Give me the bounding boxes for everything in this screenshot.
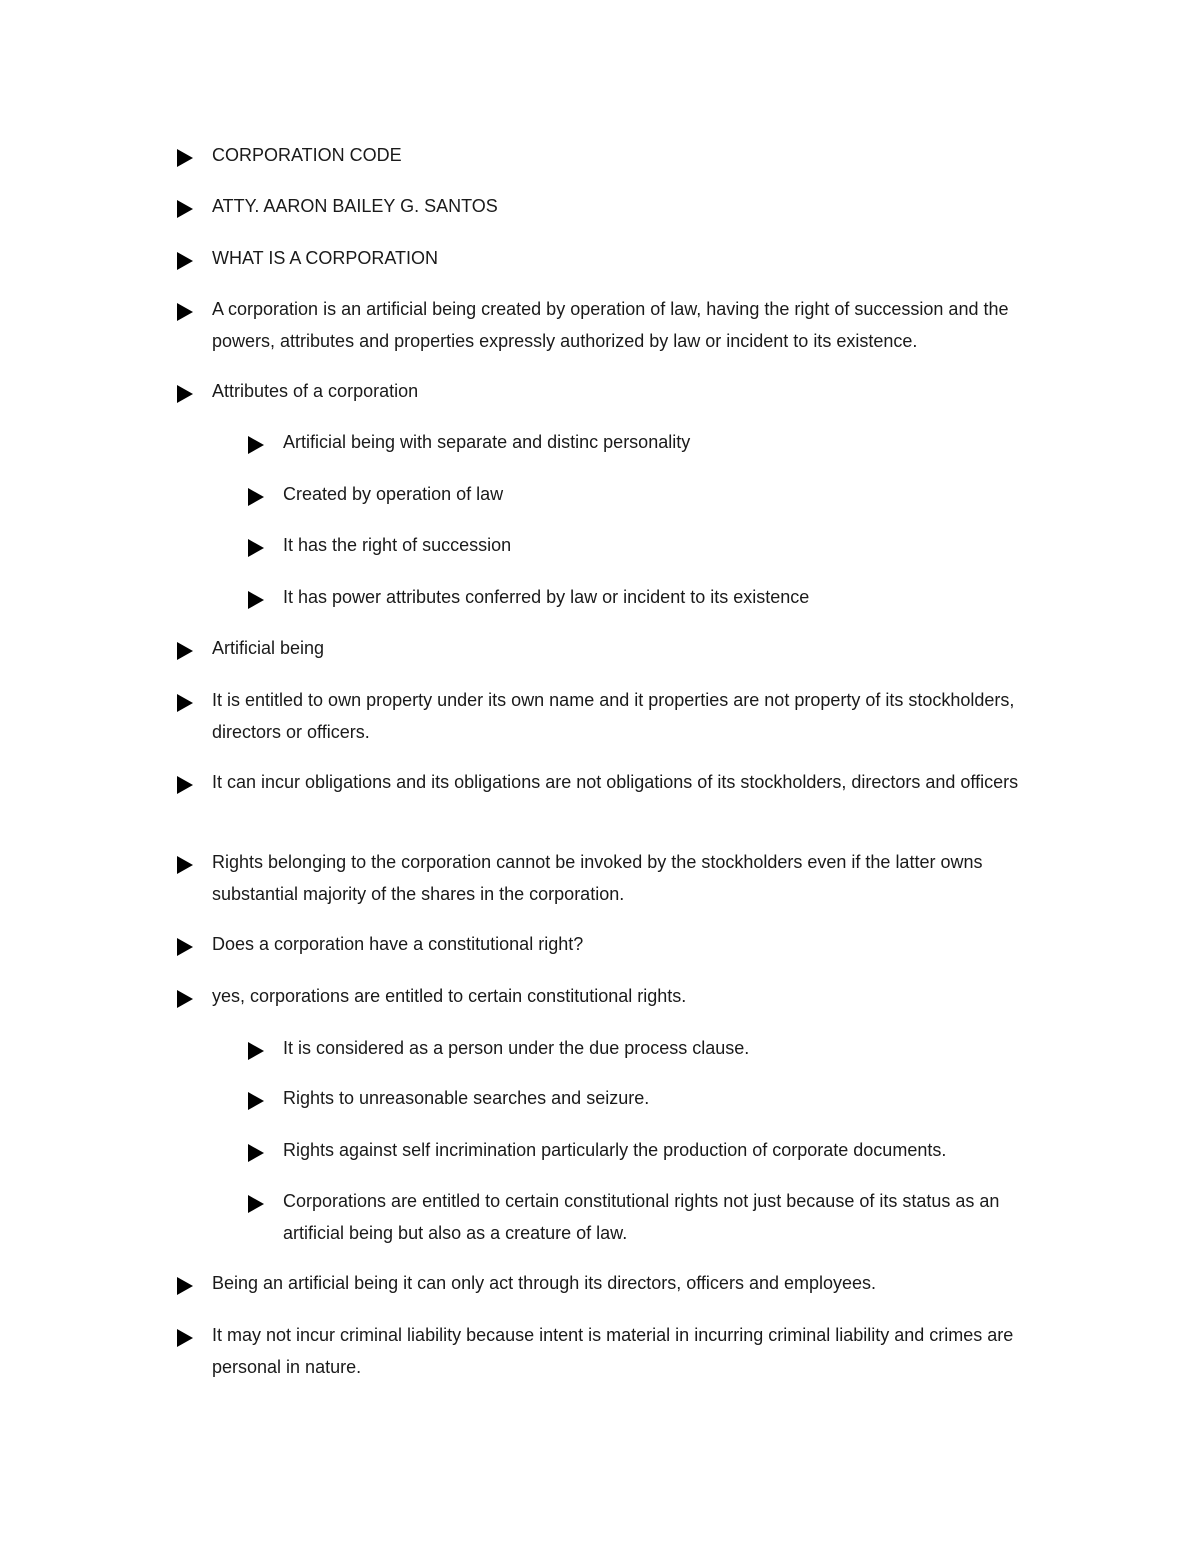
arrow-bullet-icon bbox=[177, 642, 193, 660]
list-item bbox=[177, 197, 1062, 222]
arrow-bullet-icon bbox=[177, 776, 193, 794]
list-item bbox=[248, 1039, 1063, 1064]
list-item-text: Corporations are entitled to certain constitutional rights not just because of its status as an artificial being but also as a creature of law. bbox=[283, 1191, 1000, 1243]
arrow-bullet-icon bbox=[177, 856, 193, 874]
list-item-text: It is entitled to own property under its own name and it properties are not property of its stockholders, directors or officers. bbox=[212, 690, 1015, 742]
list-item-text: CORPORATION CODE bbox=[212, 145, 402, 165]
arrow-bullet-icon bbox=[248, 1144, 264, 1162]
arrow-bullet-icon bbox=[177, 990, 193, 1008]
arrow-bullet-icon bbox=[248, 436, 264, 454]
list-item-text: Rights belonging to the corporation cannot be invoked by the stockholders even if the latter owns substantial majority of the shares in the corporation. bbox=[212, 852, 983, 904]
list-item bbox=[177, 249, 1062, 274]
list-item bbox=[248, 1141, 1063, 1166]
list-item bbox=[248, 588, 1063, 613]
list-item bbox=[248, 433, 1063, 458]
list-item-text: A corporation is an artificial being created by operation of law, having the right of succession and the powers, attributes and properties expressly authorized by law or incident to its existence. bbox=[212, 299, 1009, 351]
list-item-text: Artificial being bbox=[212, 638, 325, 658]
arrow-bullet-icon bbox=[248, 1092, 264, 1110]
list-item-text: Does a corporation have a constitutional right? bbox=[212, 934, 584, 954]
list-item bbox=[177, 300, 1062, 357]
arrow-bullet-icon bbox=[248, 539, 264, 557]
list-item-text: ATTY. AARON BAILEY G. SANTOS bbox=[212, 196, 498, 216]
arrow-bullet-icon bbox=[177, 1329, 193, 1347]
list-item bbox=[177, 1326, 1062, 1383]
list-item bbox=[248, 485, 1063, 510]
list-item-text: It can incur obligations and its obligations are not obligations of its stockholders, directors and officers bbox=[212, 772, 1019, 792]
arrow-bullet-icon bbox=[177, 149, 193, 167]
arrow-bullet-icon bbox=[177, 385, 193, 403]
list-item bbox=[177, 691, 1062, 748]
arrow-bullet-icon bbox=[177, 1277, 193, 1295]
arrow-bullet-icon bbox=[248, 1042, 264, 1060]
list-item bbox=[248, 1089, 1063, 1114]
list-item bbox=[177, 146, 1062, 171]
list-item bbox=[248, 1192, 1063, 1249]
arrow-bullet-icon bbox=[177, 200, 193, 218]
list-item bbox=[177, 382, 1062, 407]
list-item-text: WHAT IS A CORPORATION bbox=[212, 248, 439, 268]
list-item bbox=[177, 987, 1062, 1012]
list-item-text: yes, corporations are entitled to certain constitutional rights. bbox=[212, 986, 687, 1006]
list-item-text: Rights against self incrimination particularly the production of corporate documents. bbox=[283, 1140, 947, 1160]
list-item bbox=[177, 1274, 1062, 1299]
list-item-text: It has the right of succession bbox=[283, 535, 512, 555]
list-item-text: Created by operation of law bbox=[283, 484, 504, 504]
list-item bbox=[177, 773, 1062, 798]
list-item bbox=[177, 853, 1062, 910]
list-item-text: Artificial being with separate and distinc personality bbox=[283, 432, 691, 452]
list-item-text: It is considered as a person under the due process clause. bbox=[283, 1038, 750, 1058]
arrow-bullet-icon bbox=[248, 1195, 264, 1213]
list-item bbox=[177, 935, 1062, 960]
arrow-bullet-icon bbox=[177, 694, 193, 712]
arrow-bullet-icon bbox=[177, 938, 193, 956]
arrow-bullet-icon bbox=[177, 252, 193, 270]
list-item-text: Being an artificial being it can only act through its directors, officers and employees. bbox=[212, 1273, 877, 1293]
list-item-text: Attributes of a corporation bbox=[212, 381, 419, 401]
list-item-text: It may not incur criminal liability because intent is material in incurring criminal liability and crimes are personal in nature. bbox=[212, 1325, 1014, 1377]
list-item-text: It has power attributes conferred by law or incident to its existence bbox=[283, 587, 810, 607]
arrow-bullet-icon bbox=[177, 303, 193, 321]
list-item-text: Rights to unreasonable searches and seizure. bbox=[283, 1088, 650, 1108]
list-item bbox=[177, 639, 1062, 664]
list-item bbox=[248, 536, 1063, 561]
arrow-bullet-icon bbox=[248, 591, 264, 609]
arrow-bullet-icon bbox=[248, 488, 264, 506]
